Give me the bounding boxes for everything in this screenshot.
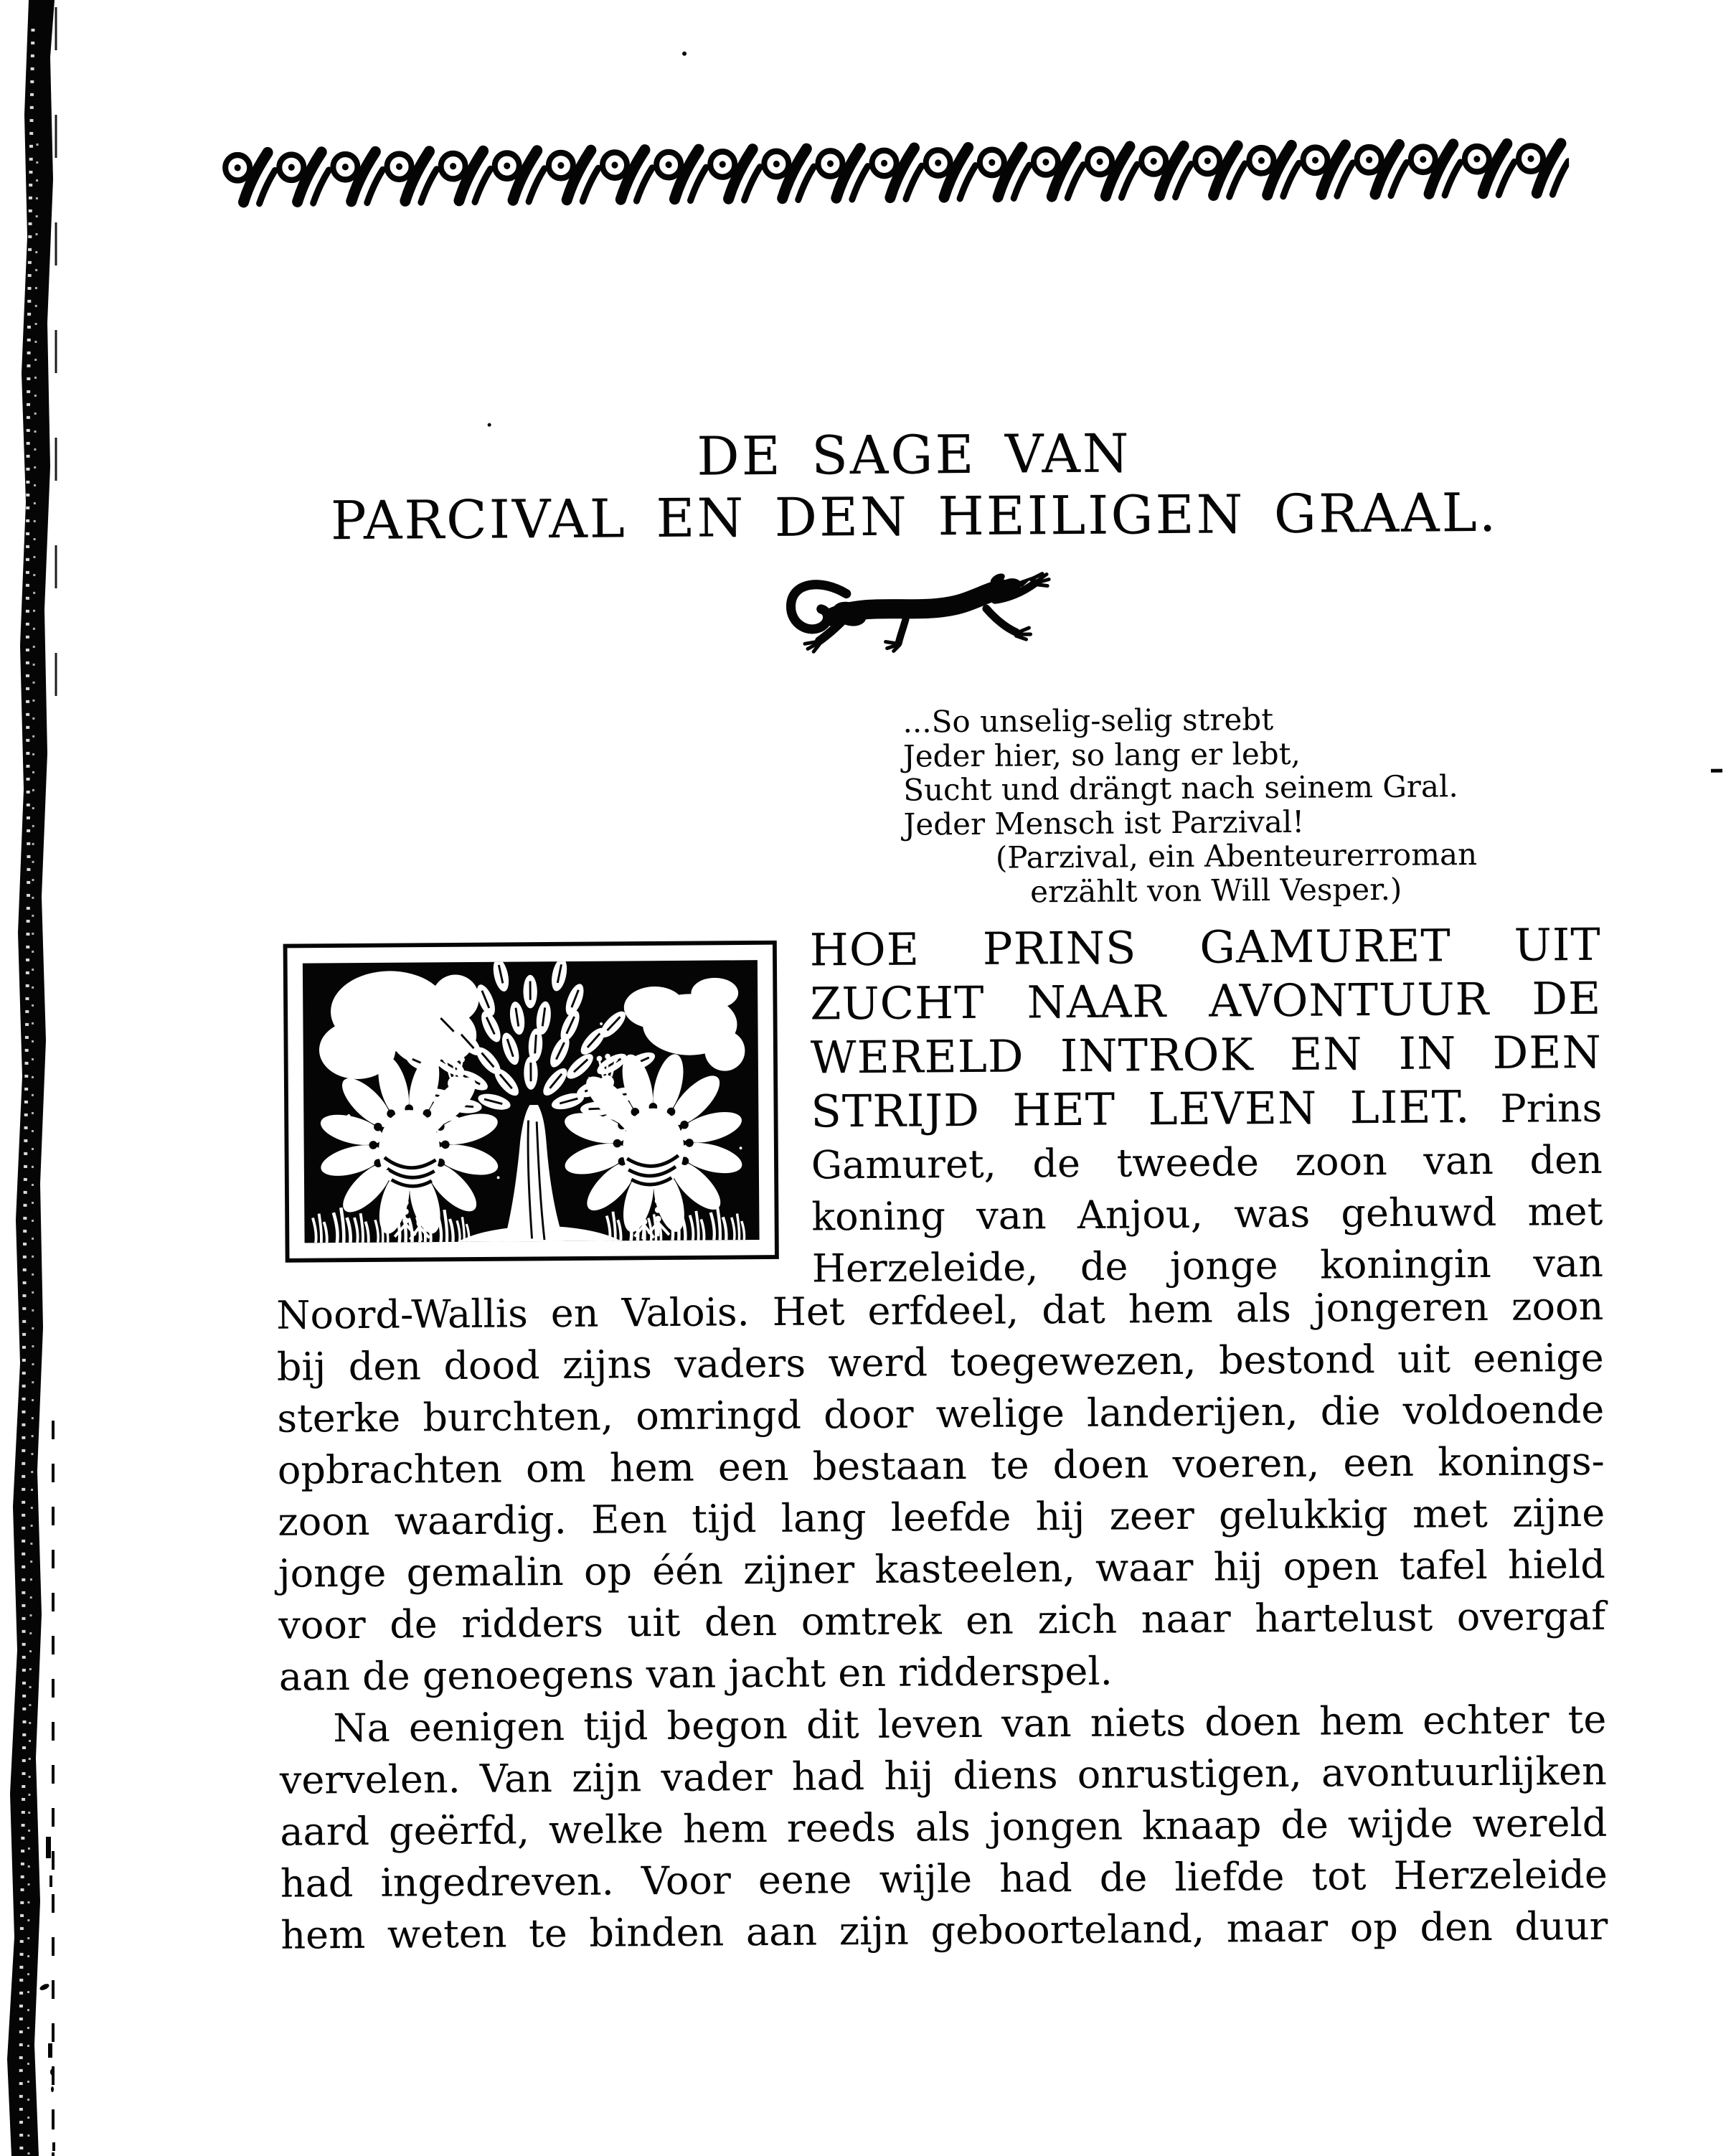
ornament-unit [1195,146,1245,197]
caps-text: HOE PRINS GAMURET UIT [809,918,1601,976]
caps-text: WERELD INTROK EN IN DEN [810,1025,1603,1084]
ornament-unit [1088,146,1138,197]
ornament-unit [495,151,545,202]
text-line: Herzeleide, de jonge koningin van [811,1240,1604,1291]
text-line: erzählt von Will Vesper.) [1030,871,1402,909]
ornament-unit [1249,146,1299,197]
text-line: voor de ridders uit den omtrek en zich naar hartelust overgaf [278,1593,1606,1648]
margin-mark [46,1837,51,1858]
scroll-ornament-border [222,128,1570,210]
text-line: vervelen. Van zijn vader had hij diens onrustigen, avontuurlijken [279,1748,1608,1803]
caps-text: STRIJD HET LEVEN LIET. [811,1081,1471,1138]
text-line: Sucht und drängt nach seinem Gral. [903,768,1458,808]
regular-text: Prins [1470,1085,1603,1132]
body-column [810,919,1604,1295]
page-title-line2: PARCIVAL EN DEN HEILIGEN GRAAL. [330,481,1499,552]
ornament-unit [710,149,760,200]
ornament-unit [1034,147,1084,198]
margin-mark [52,2142,55,2151]
text-line: opbrachten om hem een bestaan te doen voeren, een konings- [277,1438,1605,1493]
text-line: Na eenigen tijd begon dit leven van niets doen hem echter te [333,1696,1607,1751]
ornament-unit [1303,145,1353,196]
artifact-speck [682,52,687,56]
ornament-unit [1141,146,1192,197]
text-line: ...So unselig-selig strebt [902,702,1274,740]
text-line: (Parzival, ein Abenteurerroman [995,837,1478,875]
ornament-unit [818,149,868,199]
text-line [811,1027,1602,1086]
text-line: had ingedreven. Voor eene wijle had de liefde tot Herzeleide [280,1851,1608,1906]
text-line: zoon waardig. Een tijd lang leefde hij zeer gelukkig met zijne [278,1489,1605,1545]
text-line: bij den dood zijns vaders werd toegewezen, bestond uit eenige [276,1334,1604,1390]
text-line: Noord-Wallis en Valois. Het erfdeel, dat hem als jongeren zoon [276,1283,1604,1338]
body-text [274,919,1608,1990]
caps-text: ZUCHT NAAR AVONTUUR DE [810,971,1602,1030]
text-line [811,1081,1602,1140]
text-line: aan de genoegens van jacht en ridderspel. [278,1648,1113,1700]
page-title-line1: DE SAGE VAN [697,423,1131,488]
ornament-unit [872,148,922,199]
margin-mark [51,2086,54,2092]
margin-mark [48,2043,52,2058]
running-beast-ornament [777,570,1059,656]
ornament-unit [1411,144,1461,195]
text-line: aard geërfd, welke hem reeds als jongen knaap de wijde wereld [280,1799,1608,1855]
text-line [810,919,1601,979]
text-line [810,973,1601,1032]
ornament-unit [279,152,329,203]
ornament-unit [387,151,437,202]
text-line: Jeder Mensch ist Parzival! [903,804,1305,842]
epigraph [902,700,1614,910]
text-line: koning van Anjou, was gehuwd met [811,1188,1603,1240]
ornament-unit [1519,143,1569,194]
page-title [232,420,1596,552]
ornament-unit [764,149,814,199]
margin-mark [50,2069,53,2075]
ornament-row [225,143,1568,204]
artifact-speck [488,423,491,427]
ornament-unit [225,153,275,204]
ornament-unit [1465,144,1515,195]
ornament-unit [926,148,976,199]
ornament-unit [440,151,491,202]
ornament-unit [549,150,599,201]
ornament-unit [980,147,1030,198]
peacocks-woodcut-illustration [282,939,780,1264]
ornament-unit [1357,145,1407,196]
text-line: jonge gemalin op één zijner kasteelen, waar hij open tafel hield [278,1541,1605,1596]
body-full-text [276,1281,1608,1962]
ornament-unit [333,152,383,203]
artifact-dash [1711,769,1722,773]
ornament-unit [656,149,707,200]
margin-mark [52,2121,55,2129]
text-line: Jeder hier, so lang er lebt, [902,735,1301,774]
text-line: sterke burchten, omringd door welige landerijen, die voldoende [277,1386,1605,1441]
text-line: Gamuret, de tweede zoon van den [811,1136,1603,1188]
margin-mark [49,1875,52,1887]
ornament-unit [603,150,653,201]
text-line: hem weten te binden aan zijn geboorteland, maar op den duur [280,1903,1608,1958]
